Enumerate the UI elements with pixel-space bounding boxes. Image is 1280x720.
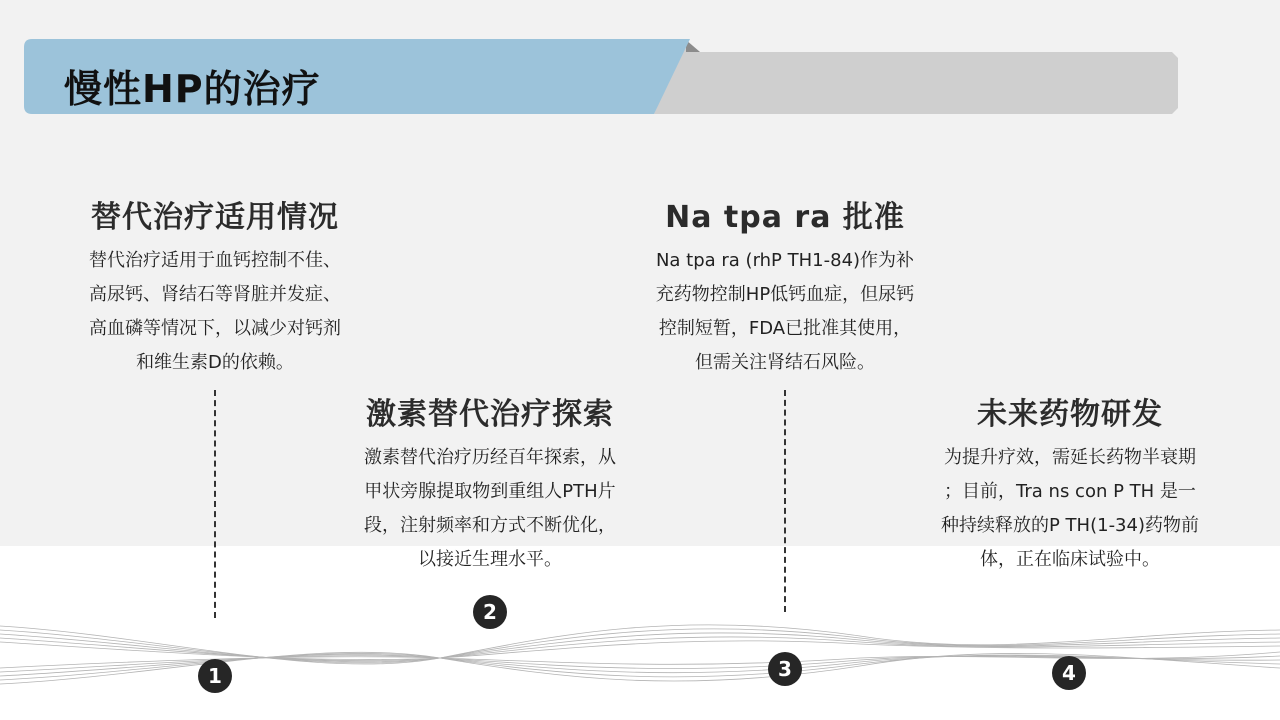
section-body: Na tpa ra (rhP TH1-84)作为补 充药物控制HP低钙血症，但尿钙 控制短暂，FDA已批准其使用， 但需关注肾结石风险。: [655, 250, 915, 373]
page-title: 慢性HP的治疗: [64, 67, 321, 111]
section-heading: 激素替代治疗探索: [366, 397, 614, 432]
section-body: 激素替代治疗历经百年探索，从 甲状旁腺提取物到重组人PTH片 段，注射频率和方式不断优化， 以接近生理水平。: [364, 447, 616, 570]
marker-4: 4: [1052, 656, 1086, 690]
section-substitution-indications: [55, 192, 375, 380]
section-heading: Na tpa ra 批准: [665, 200, 905, 235]
section-hormone-replacement: [330, 389, 650, 577]
section-heading: 未来药物研发: [977, 397, 1163, 432]
marker-2: 2: [473, 595, 507, 629]
wave-decoration: [0, 580, 1280, 720]
marker-1: 1: [198, 659, 232, 693]
marker-3: 3: [768, 652, 802, 686]
section-natpara-approval: [615, 192, 955, 380]
section-body: 为提升疗效，需延长药物半衰期 ；目前，Tra ns con P TH 是一 种持续释放的P TH(1-34)药物前 体，正在临床试验中。: [940, 447, 1199, 570]
section-body: 替代治疗适用于血钙控制不佳、 高尿钙、肾结石等肾脏并发症、 高血磷等情况下，以减少对钙剂 和维生素D的依赖。: [89, 250, 341, 373]
section-heading: 替代治疗适用情况: [91, 200, 339, 235]
connector-line-1: [214, 390, 216, 618]
connector-line-3: [784, 390, 786, 612]
section-future-drugs: [900, 389, 1240, 577]
